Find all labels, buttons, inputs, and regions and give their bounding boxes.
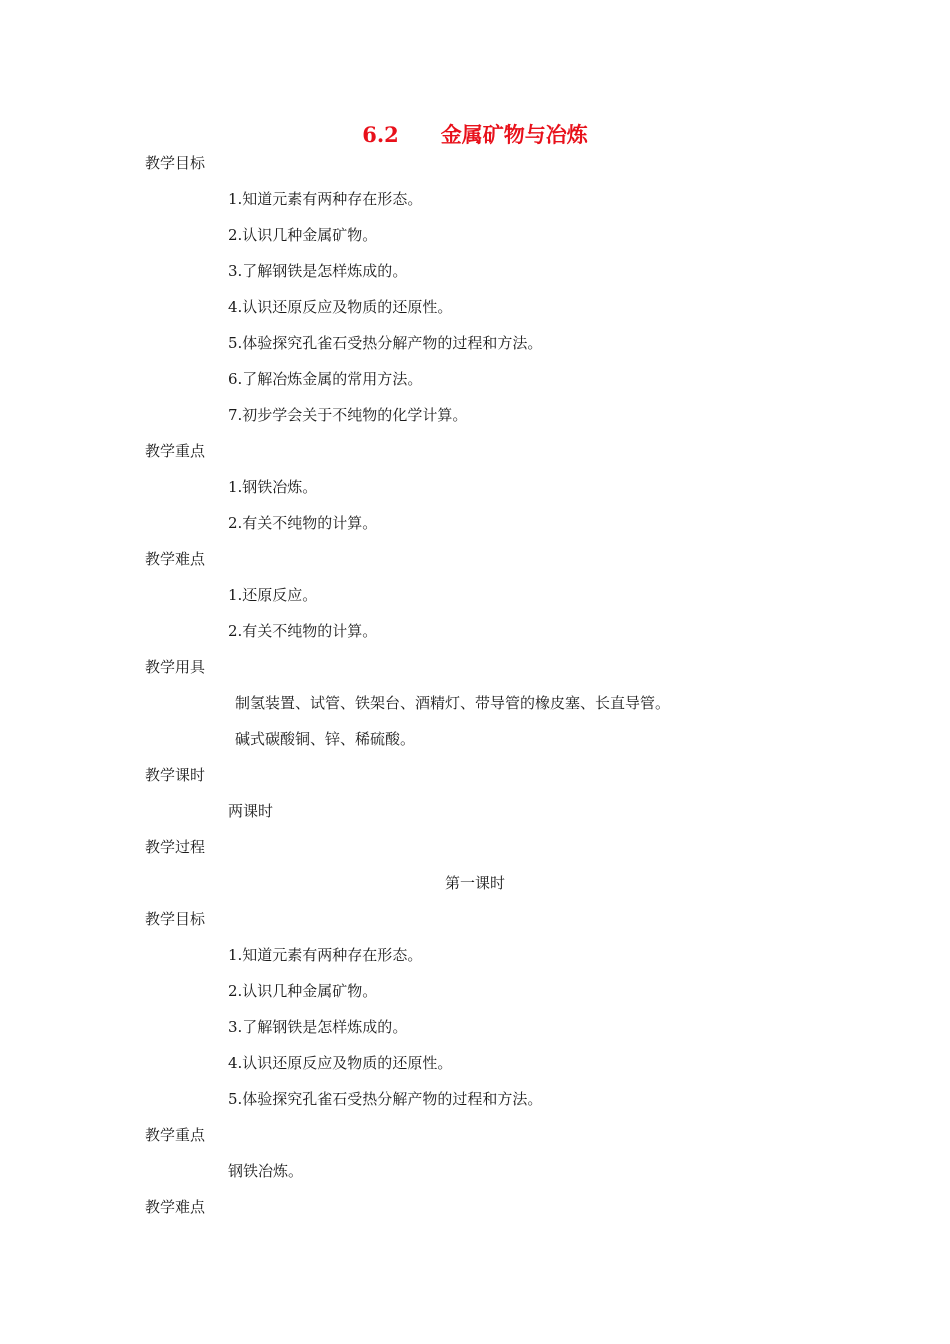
- list-item: 1.还原反应。: [228, 586, 318, 604]
- section-heading-process: 教学过程: [145, 838, 206, 856]
- section-heading-difficulties: 教学难点: [145, 1198, 206, 1216]
- list-item: 两课时: [228, 802, 274, 820]
- list-item: 2.认识几种金属矿物。: [228, 226, 378, 244]
- list-item: 1.知道元素有两种存在形态。: [228, 946, 423, 964]
- lesson-subtitle: 第一课时: [444, 874, 505, 892]
- list-item: 2.有关不纯物的计算。: [228, 514, 378, 532]
- title-number: 6.2: [362, 122, 399, 147]
- list-item: 1.知道元素有两种存在形态。: [228, 190, 423, 208]
- section-heading-tools: 教学用具: [145, 658, 206, 676]
- page-title: [0, 120, 950, 150]
- list-item: 3.了解钢铁是怎样炼成的。: [228, 262, 408, 280]
- section-heading-key-points: 教学重点: [145, 442, 206, 460]
- section-heading-key-points: 教学重点: [145, 1126, 206, 1144]
- list-item: 2.有关不纯物的计算。: [228, 622, 378, 640]
- list-item: 5.体验探究孔雀石受热分解产物的过程和方法。: [228, 334, 543, 352]
- list-item: 碱式碳酸铜、锌、稀硫酸。: [235, 730, 416, 748]
- section-heading-periods: 教学课时: [145, 766, 206, 784]
- list-item: 6.了解冶炼金属的常用方法。: [228, 370, 423, 388]
- section-heading-goals: 教学目标: [145, 910, 206, 928]
- list-item: 1.钢铁冶炼。: [228, 478, 318, 496]
- list-item: 4.认识还原反应及物质的还原性。: [228, 298, 453, 316]
- list-item: 制氢装置、试管、铁架台、酒精灯、带导管的橡皮塞、长直导管。: [235, 694, 671, 712]
- section-heading-goals: 教学目标: [145, 154, 206, 172]
- list-item: 4.认识还原反应及物质的还原性。: [228, 1054, 453, 1072]
- title-text: 金属矿物与冶炼: [440, 122, 588, 147]
- section-heading-difficulties: 教学难点: [145, 550, 206, 568]
- list-item: 7.初步学会关于不纯物的化学计算。: [228, 406, 468, 424]
- list-item: 钢铁冶炼。: [228, 1162, 304, 1180]
- list-item: 2.认识几种金属矿物。: [228, 982, 378, 1000]
- list-item: 5.体验探究孔雀石受热分解产物的过程和方法。: [228, 1090, 543, 1108]
- list-item: 3.了解钢铁是怎样炼成的。: [228, 1018, 408, 1036]
